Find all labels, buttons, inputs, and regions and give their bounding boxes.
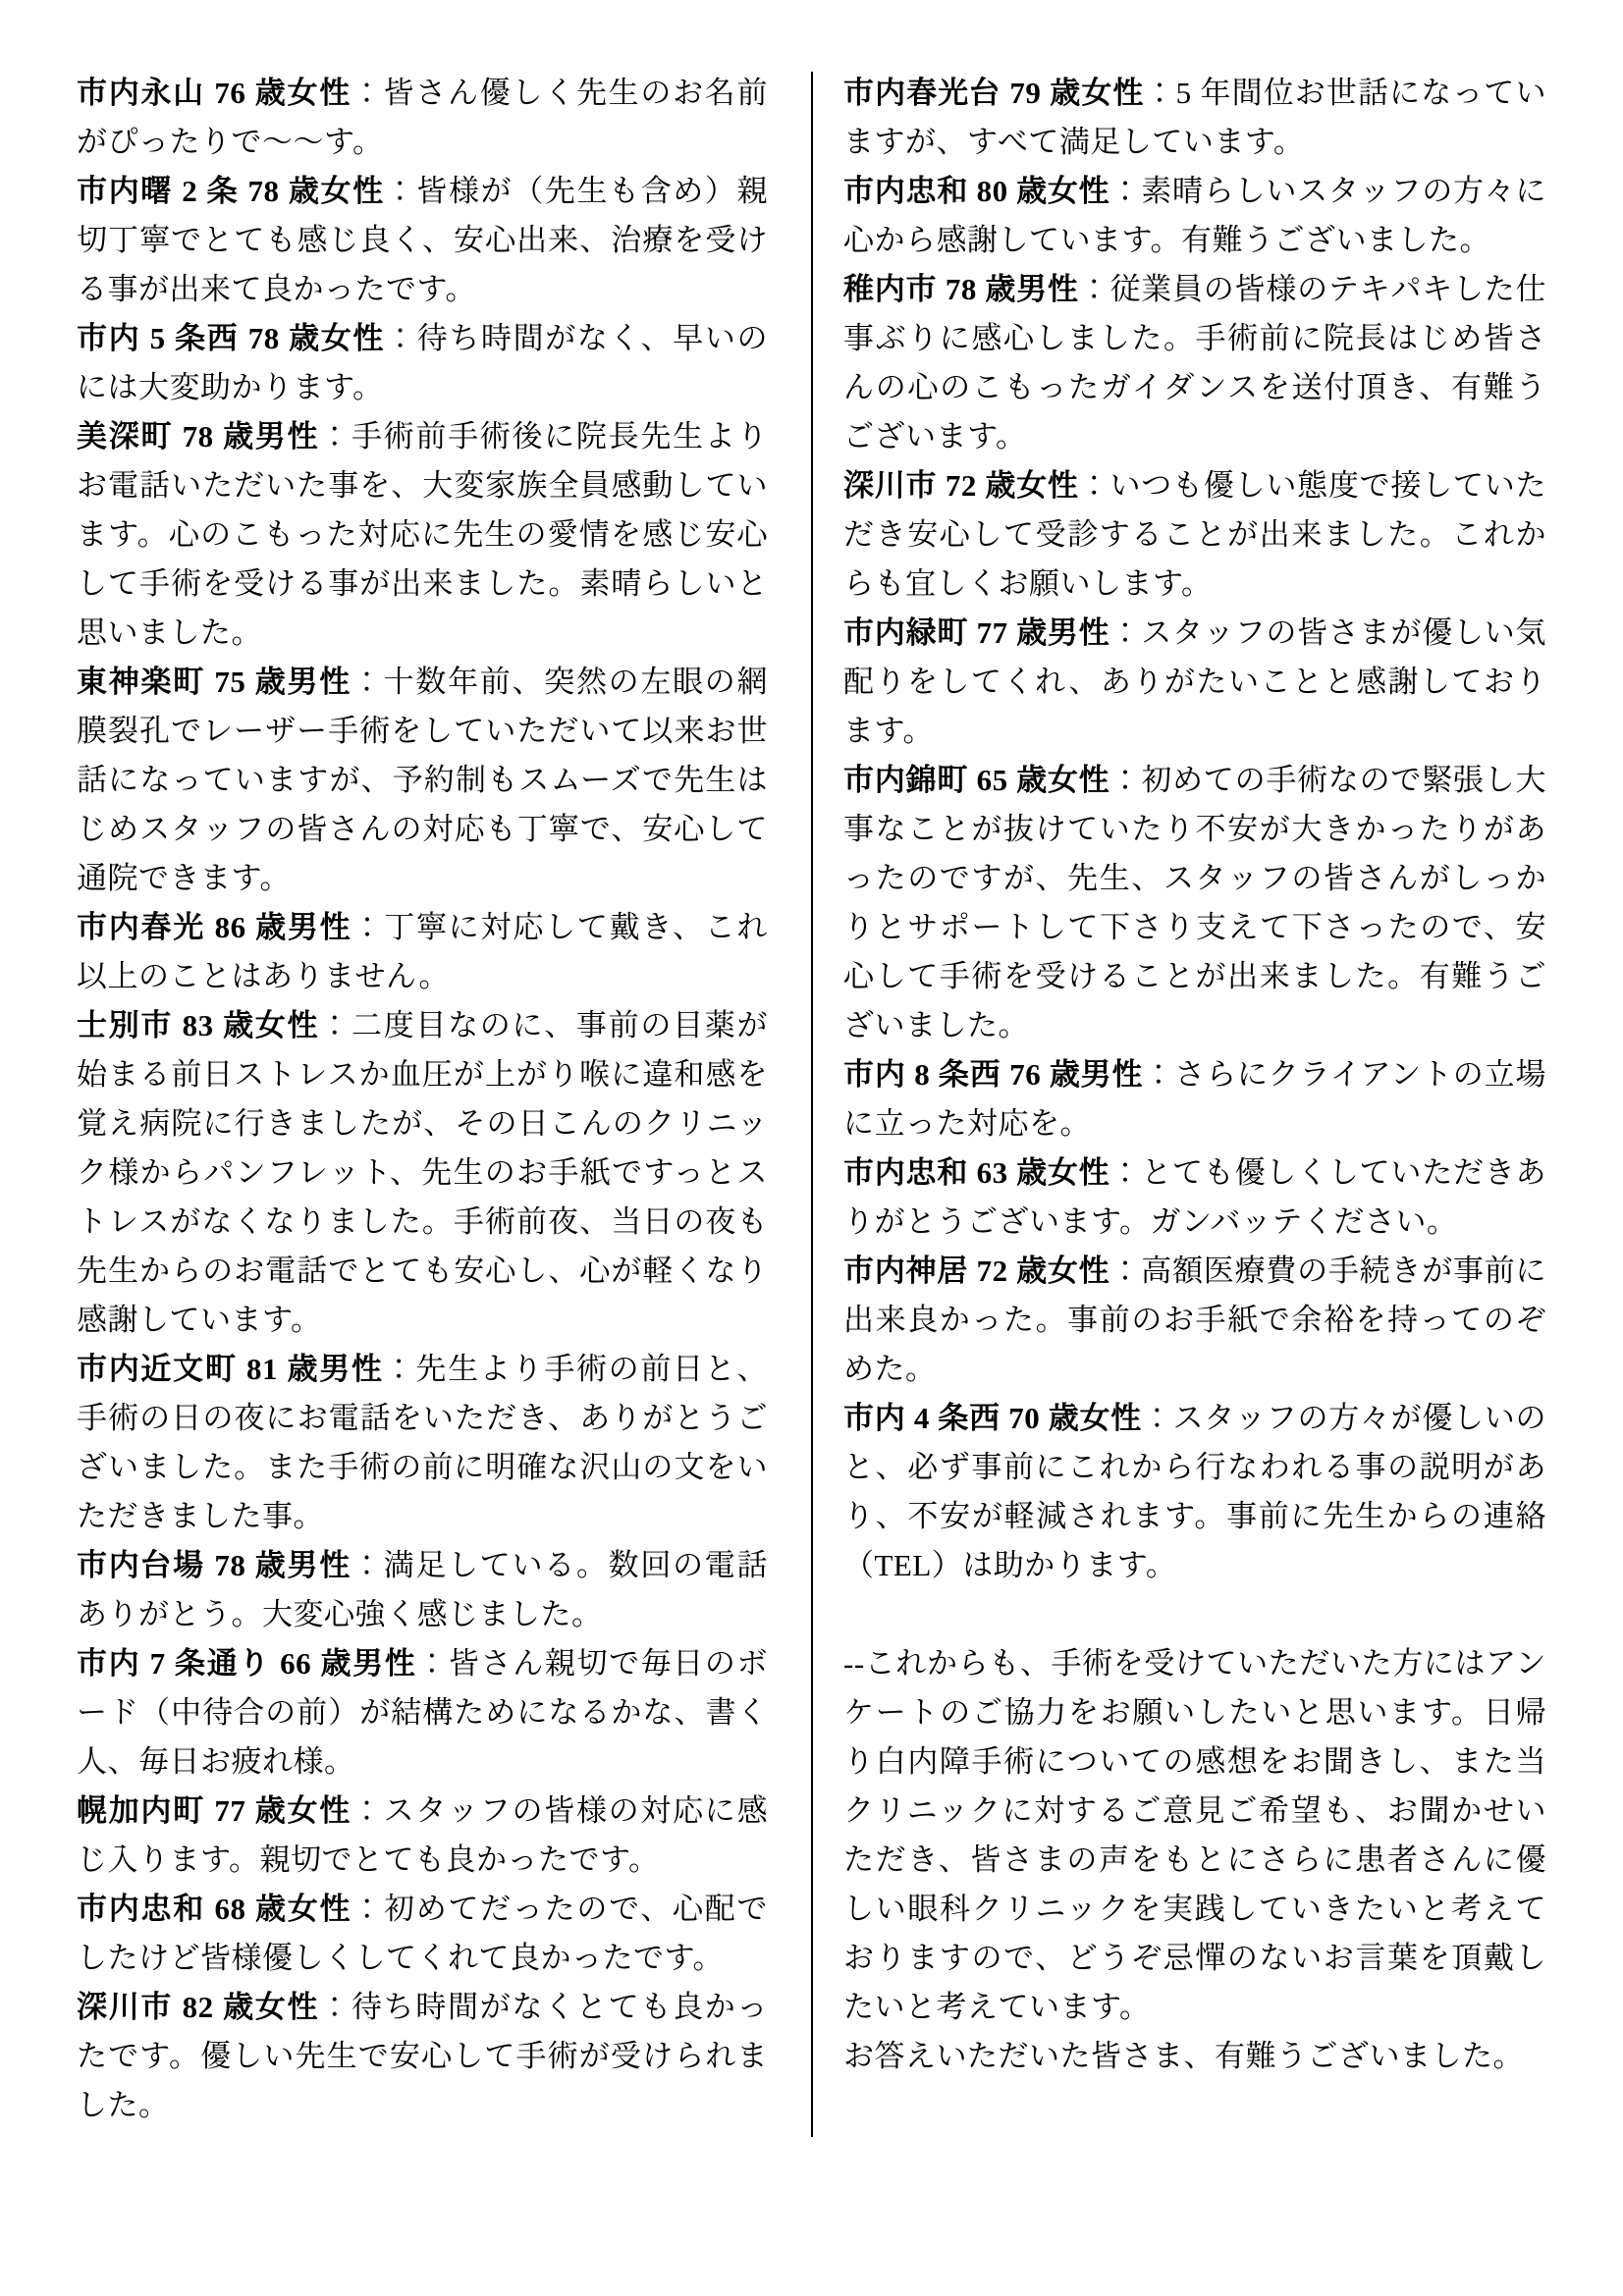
label-separator: ： bbox=[352, 910, 385, 944]
testimonial-label: 美深町 78 歳男性 bbox=[77, 419, 320, 454]
label-separator: ： bbox=[319, 1990, 352, 2024]
testimonial-text: いつも優しい態度で接していただき安心して受診することが出来ました。これからも宜しくお願いします。 bbox=[843, 468, 1547, 601]
testimonial-text: 5 年間位お世話になっていますが、すべて満足しています。 bbox=[843, 76, 1547, 159]
testimonial-entry bbox=[77, 69, 768, 167]
testimonial-entry bbox=[77, 412, 768, 658]
testimonial-label: 深川市 82 歳女性 bbox=[77, 1990, 320, 2024]
label-separator: ： bbox=[383, 1352, 416, 1386]
column-divider bbox=[811, 72, 813, 2137]
testimonial-entry bbox=[77, 1787, 768, 1885]
label-separator: ： bbox=[1144, 76, 1176, 110]
testimonial-entry bbox=[843, 69, 1546, 167]
testimonial-label: 士別市 83 歳女性 bbox=[77, 1008, 320, 1042]
testimonial-text: 皆さん親切で毎日のボード（中待合の前）が結構ためになるかな、書く人、毎日お疲れ様。 bbox=[77, 1646, 769, 1779]
label-separator: ： bbox=[319, 1008, 352, 1042]
testimonial-label: 東神楽町 75 歳男性 bbox=[77, 665, 352, 699]
testimonial-text: 素晴らしいスタッフの方々に心から感謝しています。有難うございました。 bbox=[843, 174, 1547, 257]
testimonial-entry bbox=[843, 756, 1546, 1050]
label-separator: ： bbox=[351, 665, 384, 699]
label-separator: ： bbox=[351, 76, 384, 110]
testimonial-text: 手術前手術後に院長先生よりお電話いただいた事を、大変家族全員感動しています。心のこもった対応に先生の愛情を感じ安心して手術を受ける事が出来ました。素晴らしいと思いました。 bbox=[77, 419, 769, 650]
testimonial-text: 初めての手術なので緊張し大事なことが抜けていたり不安が大きかったりがあったのですが、先生、スタッフの皆さんがしっかりとサポートして下さり支えて下さったので、安心して手術を受けることが出来ました。有難うございました。 bbox=[843, 763, 1547, 1042]
testimonial-text: 満足している。数回の電話ありがとう。大変心強く感じました。 bbox=[77, 1548, 769, 1631]
testimonial-label: 幌加内町 77 歳女性 bbox=[77, 1793, 352, 1828]
closing-paragraph: --これからも、手術を受けていただいた方にはアンケートのご協力をお願いしたいと思います。日帰り白内障手術についての感想をお聞きし、また当クリニックに対するご意見ご希望も、お聞かせいただき、皆さまの声をもとにさらに患者さんに優しい眼科クリニックを実践していきたいと考えておりますので、どうぞ忌憚のないお言葉を頂戴したいと考えています。 bbox=[843, 1646, 1546, 2024]
testimonial-text: 待ち時間がなく、早いのには大変助かります。 bbox=[77, 321, 769, 404]
label-separator: ： bbox=[385, 321, 417, 355]
label-separator: ： bbox=[1143, 1057, 1175, 1092]
testimonial-label: 市内近文町 81 歳男性 bbox=[77, 1352, 384, 1386]
label-separator: ： bbox=[1109, 1254, 1142, 1288]
testimonial-entry bbox=[77, 1639, 768, 1787]
testimonial-text: スタッフの方々が優しいのと、必ず事前にこれから行なわれる事の説明があり、不安が軽減されます。事前に先生からの連絡（TEL）は助かります。 bbox=[843, 1401, 1546, 1582]
testimonial-label: 市内春光台 79 歳女性 bbox=[843, 76, 1145, 110]
testimonial-entry bbox=[843, 1247, 1546, 1394]
label-separator: ： bbox=[351, 1548, 384, 1582]
testimonial-entry bbox=[77, 167, 768, 314]
testimonial-entry bbox=[77, 1345, 768, 1541]
testimonial-text: 待ち時間がなくとても良かったです。優しい先生で安心して手術が受けられました。 bbox=[77, 1990, 769, 2122]
testimonial-label: 市内永山 76 歳女性 bbox=[77, 76, 352, 110]
testimonial-text: 二度目なのに、事前の目薬が始まる前日ストレスか血圧が上がり喉に違和感を覚え病院に行きましたが、その日こんのクリニック様からパンフレット、先生のお手紙ですっとストレスがなくなりました。手術前夜、当日の夜も先生からのお電話でとても安心し、心が軽くなり感謝しています。 bbox=[77, 1008, 769, 1337]
label-separator: ： bbox=[1109, 615, 1142, 650]
label-separator: ： bbox=[319, 419, 352, 454]
label-separator: ： bbox=[352, 1892, 384, 1926]
testimonial-entry bbox=[843, 167, 1546, 265]
testimonial-label: 市内 4 条西 70 歳女性 bbox=[843, 1401, 1142, 1435]
testimonial-text: とても優しくしていただきありがとうございます。ガンバッテください。 bbox=[843, 1155, 1547, 1239]
testimonial-label: 市内忠和 63 歳女性 bbox=[843, 1155, 1110, 1190]
label-separator: ： bbox=[1109, 763, 1142, 797]
closing-thanks: お答えいただいた皆さま、有難うございました。 bbox=[843, 2039, 1524, 2073]
right-column bbox=[843, 69, 1546, 2081]
testimonial-label: 市内春光 86 歳男性 bbox=[77, 910, 352, 944]
testimonial-text: 丁寧に対応して戴き、これ以上のことはありません。 bbox=[77, 910, 769, 993]
testimonial-label: 市内忠和 68 歳女性 bbox=[77, 1892, 352, 1926]
label-separator: ： bbox=[1141, 1401, 1173, 1435]
testimonial-entry bbox=[77, 1541, 768, 1639]
testimonial-label: 市内緑町 77 歳男性 bbox=[843, 615, 1110, 650]
testimonial-label: 市内 5 条西 78 歳女性 bbox=[77, 321, 386, 355]
label-separator: ： bbox=[384, 174, 417, 208]
testimonial-label: 市内 7 条通り 66 歳男性 bbox=[77, 1646, 417, 1681]
testimonial-text: さらにクライアントの立場に立った対応を。 bbox=[843, 1057, 1547, 1141]
testimonial-label: 市内曙 2 条 78 歳女性 bbox=[77, 174, 385, 208]
testimonial-label: 深川市 72 歳女性 bbox=[843, 468, 1079, 503]
testimonial-label: 市内台場 78 歳男性 bbox=[77, 1548, 352, 1582]
testimonial-label: 稚内市 78 歳男性 bbox=[843, 272, 1079, 306]
testimonial-entry bbox=[77, 1885, 768, 1983]
testimonial-entry bbox=[843, 461, 1546, 609]
testimonial-entry bbox=[843, 1394, 1546, 1590]
testimonial-text: 従業員の皆様のテキパキした仕事ぶりに感心しました。手術前に院長はじめ皆さんの心のこもったガイダンスを送付頂き、有難うございます。 bbox=[843, 272, 1547, 454]
testimonial-entry bbox=[843, 609, 1546, 756]
label-separator: ： bbox=[351, 1793, 384, 1828]
label-separator: ： bbox=[1078, 468, 1110, 503]
testimonial-label: 市内忠和 80 歳女性 bbox=[843, 174, 1110, 208]
testimonial-text: スタッフの皆様の対応に感じ入ります。親切でとても良かったです。 bbox=[77, 1793, 769, 1877]
testimonial-entry bbox=[77, 1001, 768, 1345]
testimonial-text: 初めてだったので、心配でしたけど皆様優しくしてくれて良かったです。 bbox=[77, 1892, 769, 1975]
testimonial-entry bbox=[77, 903, 768, 1001]
testimonial-text: 十数年前、突然の左眼の網膜裂孔でレーザー手術をしていただいて以来お世話になっていますが、予約制もスムーズで先生はじめスタッフの皆さんの対応も丁寧で、安心して通院できます。 bbox=[77, 665, 769, 895]
testimonial-entry bbox=[77, 314, 768, 412]
testimonial-label: 市内神居 72 歳女性 bbox=[843, 1254, 1110, 1288]
testimonial-entry bbox=[77, 658, 768, 903]
label-separator: ： bbox=[1109, 1155, 1142, 1190]
testimonial-entry bbox=[843, 1050, 1546, 1148]
testimonial-entry bbox=[843, 265, 1546, 461]
label-separator: ： bbox=[416, 1646, 449, 1681]
testimonial-label: 市内錦町 65 歳女性 bbox=[843, 763, 1110, 797]
testimonial-text: スタッフの皆さまが優しい気配りをしてくれ、ありがたいことと感謝しております。 bbox=[843, 615, 1547, 748]
testimonial-text: 皆様が（先生も含め）親切丁寧でとても感じ良く、安心出来、治療を受ける事が出来て良かったです。 bbox=[77, 174, 769, 306]
testimonial-text: 高額医療費の手続きが事前に出来良かった。事前のお手紙で余裕を持ってのぞめた。 bbox=[843, 1254, 1547, 1386]
testimonial-entry bbox=[843, 1148, 1546, 1247]
testimonial-label: 市内 8 条西 76 歳男性 bbox=[843, 1057, 1144, 1092]
testimonial-text: 皆さん優しく先生のお名前がぴったりで～～す。 bbox=[77, 76, 769, 159]
label-separator: ： bbox=[1109, 174, 1142, 208]
testimonial-text: 先生より手術の前日と、手術の日の夜にお電話をいただき、ありがとうございました。また手術の前に明確な沢山の文をいただきました事。 bbox=[77, 1352, 769, 1533]
testimonial-entry bbox=[77, 1983, 768, 2130]
label-separator: ： bbox=[1078, 272, 1110, 306]
left-column bbox=[77, 69, 768, 2130]
